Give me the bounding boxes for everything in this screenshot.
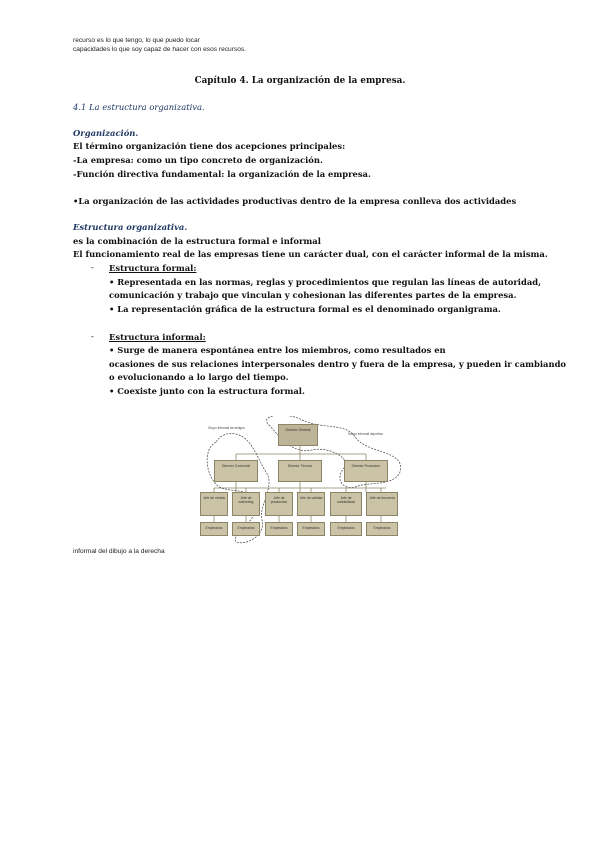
formal-label: Estructura formal: [109,263,197,273]
informal-label: Estructura informal: [109,332,206,342]
formal-bullet-1a: • Representada en las normas, reglas y procedimientos que regulan las líneas de autoridad, [109,277,542,287]
organizacion-intro: El término organización tiene dos acepciones principales: [73,141,346,151]
organizacion-heading: Organización. [73,128,139,138]
org-box-row4-1: Empleados [200,522,228,536]
org-box-director-general: Director General [278,424,318,446]
org-box-row3-5: Jefe de contabilidad [330,492,362,516]
organizacion-bullet: •La organización de las actividades productivas dentro de la empresa conlleva dos actividades [73,196,517,206]
formal-bullet-1b: comunicación y trabajo que vinculan y cohesionan las diferentes partes de la empresa. [109,290,517,300]
organizacion-item-2: -Función directiva fundamental: la organización de la empresa. [73,169,371,179]
org-box-row3-1: Jefe de ventas [200,492,228,516]
informal-group-note-right: Grupo informal deportivo [348,432,384,436]
estructura-line-2: El funcionamiento real de las empresas tiene un carácter dual, con el carácter informal de la misma. [73,249,548,259]
org-box-row3-3: Jefe de producción [265,492,293,516]
section-heading: 4.1 La estructura organizativa. [73,102,205,112]
org-box-director-comercial: Director Comercial [214,460,258,482]
organigram-figure [196,416,410,544]
org-box-row3-2: Jefe de márketing [232,492,260,516]
estructura-heading: Estructura organizativa. [73,222,188,232]
informal-bullet-1a: • Surge de manera espontánea entre los miembros, como resultados en [109,345,446,355]
handwritten-note-2: capacidades lo que soy capaz de hacer con esos recursos. [73,46,247,53]
chapter-title: Capítulo 4. La organización de la empresa. [194,76,406,86]
org-box-row4-4: Empleados [297,522,325,536]
formal-bullet-2: • La representación gráfica de la estructura formal es el denominado organigrama. [109,304,501,314]
informal-bullet-1b: ocasiones de sus relaciones interpersonales dentro y fuera de la empresa, y pueden ir cambiando [109,359,567,369]
formal-dash: - [91,262,94,272]
org-box-director-tecnico: Director Técnico [278,460,322,482]
org-box-row4-5: Empleados [330,522,362,536]
organizacion-item-1: -La empresa: como un tipo concreto de organización. [73,155,323,165]
informal-bullet-2: • Coexiste junto con la estructura formal. [109,386,305,396]
org-box-row4-6: Empleados [366,522,398,536]
figure-caption-note: informal del dibujo a la derecha [73,548,165,555]
org-box-row3-4: Jefe de calidad [297,492,325,516]
informal-bullet-1c: o evolucionando a lo largo del tiempo. [109,372,289,382]
informal-dash: - [91,331,94,341]
org-box-row3-6: Jefe de tesorería [366,492,398,516]
estructura-line-1: es la combinación de la estructura formal e informal [73,236,321,246]
org-box-director-financiero: Director Financiero [344,460,388,482]
informal-group-note-left: Grupo informal de amigos [208,426,245,430]
org-box-row4-3: Empleados [265,522,293,536]
org-box-row4-2: Empleados [232,522,260,536]
handwritten-note-1: recurso es lo que tengo, lo que puedo locar [73,37,200,44]
